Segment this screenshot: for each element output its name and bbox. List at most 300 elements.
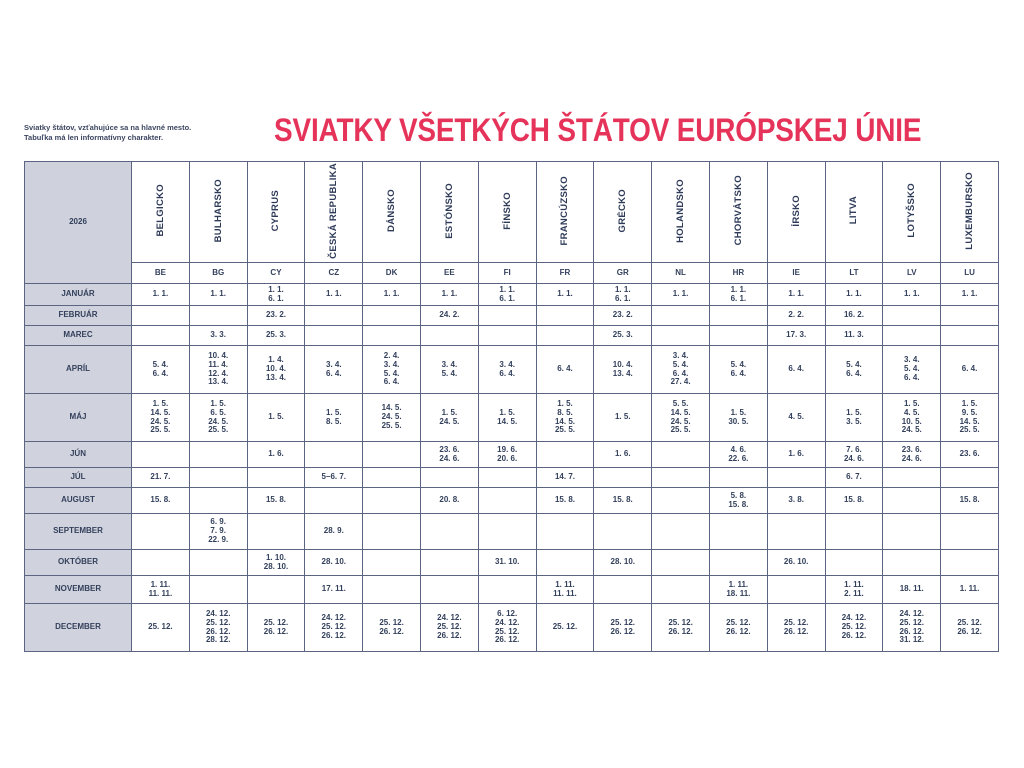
holiday-date: 6. 1.: [614, 293, 631, 303]
holiday-date: 15. 8.: [728, 499, 749, 509]
holiday-date: 26. 10.: [783, 557, 809, 567]
holiday-cell: [883, 514, 941, 550]
holiday-date: 25. 12.: [148, 622, 173, 632]
holiday-cell: [478, 488, 536, 514]
holiday-cell: [132, 488, 190, 514]
holiday-date: 8. 5.: [326, 416, 342, 426]
holiday-cell: [941, 488, 999, 514]
country-name: CHORVÁTSKO: [732, 175, 744, 246]
holiday-cell: [652, 284, 710, 306]
holiday-cell: [363, 468, 421, 488]
holiday-date: 11. 4.: [208, 359, 228, 369]
holiday-date: 23. 6.: [901, 444, 922, 454]
holiday-date: 5. 4.: [672, 359, 689, 369]
country-name-header: [189, 162, 247, 263]
holiday-cell: [247, 514, 305, 550]
holiday-cell: [883, 468, 941, 488]
holiday-cell: [767, 326, 825, 346]
holiday-cell: [709, 576, 767, 604]
holiday-cell: [652, 306, 710, 326]
holiday-date: 26. 12.: [899, 626, 924, 636]
holiday-date: 24. 6.: [901, 453, 922, 463]
holiday-date: 24. 12.: [494, 617, 520, 627]
holiday-date: 6. 4.: [730, 368, 747, 378]
country-name: ESTÓNSKO: [443, 182, 455, 239]
country-name-header: [709, 162, 767, 263]
holiday-cell: [305, 514, 363, 550]
holiday-date: 7. 6.: [846, 444, 862, 454]
holiday-date: 17. 3.: [786, 330, 807, 340]
country-name: LUXEMBURSKO: [964, 171, 976, 250]
holiday-date: 1. 6.: [614, 449, 631, 459]
holiday-date: 24. 5.: [901, 425, 922, 435]
holiday-cell: [189, 346, 247, 394]
holiday-cell: [132, 514, 190, 550]
holiday-cell: [941, 442, 999, 468]
holiday-date: 28. 10.: [610, 557, 635, 567]
holiday-date: 1. 1.: [961, 289, 978, 299]
holiday-cell: [709, 514, 767, 550]
holiday-cell: [594, 442, 652, 468]
holiday-cell: [478, 576, 536, 604]
holiday-cell: [594, 604, 652, 652]
holiday-cell: [478, 346, 536, 394]
country-name: LITVA: [848, 196, 860, 225]
holiday-cell: [305, 284, 363, 306]
holiday-cell: [305, 394, 363, 442]
holiday-date: 9. 5.: [961, 407, 978, 417]
holiday-date: 6. 1.: [730, 293, 747, 303]
holiday-cell: [247, 468, 305, 488]
holiday-cell: [132, 306, 190, 326]
holiday-cell: [883, 488, 941, 514]
holiday-cell: [189, 550, 247, 576]
holiday-cell: [594, 306, 652, 326]
holiday-cell: [825, 604, 883, 652]
holiday-date: 14. 5.: [670, 407, 691, 417]
holiday-date: 25. 3.: [265, 330, 286, 340]
holiday-cell: [305, 326, 363, 346]
country-name: HOLANDSKO: [675, 178, 687, 243]
holiday-cell: [420, 514, 478, 550]
holiday-date: 1. 1.: [383, 289, 400, 299]
holiday-cell: [709, 394, 767, 442]
holiday-cell: [652, 326, 710, 346]
holiday-date: 26. 12.: [783, 626, 809, 636]
holiday-cell: [189, 576, 247, 604]
holiday-cell: [594, 284, 652, 306]
holiday-cell: [478, 306, 536, 326]
holiday-date: 23. 2.: [265, 310, 286, 320]
holiday-date: 11. 11.: [148, 588, 173, 598]
holiday-cell: [594, 326, 652, 346]
holiday-date: 25. 5.: [959, 425, 980, 435]
holiday-cell: [536, 442, 594, 468]
holiday-date: 15. 8.: [265, 495, 286, 505]
holiday-cell: [709, 306, 767, 326]
holiday-date: 25. 12.: [668, 617, 693, 627]
holiday-date: 7. 9.: [210, 526, 226, 536]
country-code: DK: [363, 263, 421, 284]
holiday-date: 27. 4.: [670, 377, 691, 387]
holiday-date: 1. 1.: [614, 284, 631, 294]
holiday-date: 26. 12.: [726, 626, 751, 636]
month-row: [25, 550, 999, 576]
holiday-cell: [825, 488, 883, 514]
holiday-date: 26. 12.: [263, 626, 289, 636]
holiday-date: 13. 4.: [208, 377, 229, 387]
holiday-cell: [652, 576, 710, 604]
country-code: GR: [594, 263, 652, 284]
holiday-date: 5. 4.: [730, 359, 747, 369]
holiday-cell: [363, 284, 421, 306]
holiday-date: 25. 12.: [899, 617, 924, 627]
holiday-date: 14. 5.: [497, 416, 518, 426]
holiday-date: 6. 4.: [788, 364, 804, 374]
holiday-cell: [363, 326, 421, 346]
holiday-cell: [594, 346, 652, 394]
holiday-date: 10. 4.: [208, 350, 229, 360]
holiday-date: 6. 1.: [268, 293, 284, 303]
holiday-cell: [363, 604, 421, 652]
holiday-table: [24, 161, 999, 652]
holiday-cell: [420, 326, 478, 346]
holiday-cell: [767, 576, 825, 604]
country-name-header: [767, 162, 825, 263]
holiday-cell: [305, 468, 363, 488]
holiday-cell: [883, 550, 941, 576]
holiday-date: 14. 5.: [554, 416, 575, 426]
holiday-date: 15. 8.: [959, 495, 980, 505]
holiday-date: 25. 12.: [437, 622, 462, 632]
holiday-cell: [189, 468, 247, 488]
holiday-date: 26. 12.: [957, 626, 982, 636]
month-label: SEPTEMBER: [25, 514, 132, 550]
holiday-date: 25. 12.: [726, 617, 751, 627]
holiday-date: 6. 4.: [903, 372, 920, 382]
month-row: [25, 442, 999, 468]
holiday-date: 25. 12.: [379, 617, 404, 627]
holiday-date: 28. 10.: [321, 557, 347, 567]
holiday-cell: [767, 514, 825, 550]
holiday-date: 8. 5.: [557, 407, 573, 417]
holiday-cell: [132, 576, 190, 604]
holiday-cell: [941, 576, 999, 604]
holiday-cell: [247, 604, 305, 652]
holiday-date: 14. 7.: [554, 472, 575, 482]
country-code: FR: [536, 263, 594, 284]
holiday-date: 1. 1.: [557, 289, 573, 299]
holiday-date: 24. 5.: [381, 412, 402, 422]
holiday-date: 26. 12.: [610, 626, 635, 636]
holiday-date: 28. 10.: [263, 561, 289, 571]
month-label: JÚL: [25, 468, 132, 488]
holiday-date: 1. 5.: [441, 407, 458, 417]
holiday-date: 1. 5.: [499, 407, 515, 417]
holiday-date: 1. 5.: [614, 412, 631, 422]
holiday-cell: [883, 394, 941, 442]
holiday-date: 1. 10.: [265, 552, 286, 562]
holiday-cell: [767, 468, 825, 488]
holiday-cell: [420, 394, 478, 442]
holiday-cell: [941, 604, 999, 652]
holiday-cell: [941, 346, 999, 394]
holiday-cell: [305, 550, 363, 576]
country-name: ÍRSKO: [790, 194, 802, 227]
holiday-cell: [189, 284, 247, 306]
holiday-cell: [420, 306, 478, 326]
holiday-cell: [825, 326, 883, 346]
holiday-date: 1. 1.: [846, 289, 862, 299]
holiday-date: 26. 12.: [494, 635, 520, 645]
holiday-date: 24. 5.: [670, 416, 691, 426]
holiday-cell: [652, 346, 710, 394]
holiday-date: 1. 5.: [903, 398, 920, 408]
country-code: IE: [767, 263, 825, 284]
holiday-date: 6. 12.: [497, 608, 518, 618]
month-label: APRÍL: [25, 346, 132, 394]
holiday-date: 13. 4.: [265, 372, 286, 382]
holiday-date: 3. 4.: [672, 350, 689, 360]
holiday-date: 25. 12.: [957, 617, 982, 627]
holiday-date: 22. 9.: [208, 534, 229, 544]
holiday-date: 2. 11.: [844, 588, 864, 598]
holiday-cell: [363, 514, 421, 550]
holiday-date: 24. 2.: [439, 310, 460, 320]
holiday-date: 1. 1.: [730, 284, 747, 294]
holiday-cell: [883, 442, 941, 468]
holiday-cell: [652, 604, 710, 652]
holiday-date: 26. 12.: [379, 626, 404, 636]
month-row: [25, 468, 999, 488]
month-row: [25, 326, 999, 346]
holiday-cell: [767, 442, 825, 468]
holiday-date: 1. 5.: [268, 412, 284, 422]
holiday-date: 6. 4.: [672, 368, 689, 378]
holiday-cell: [941, 326, 999, 346]
holiday-cell: [941, 284, 999, 306]
holiday-date: 26. 12.: [321, 630, 347, 640]
holiday-cell: [305, 346, 363, 394]
holiday-cell: [536, 468, 594, 488]
holiday-date: 13. 4.: [612, 368, 633, 378]
holiday-date: 6. 4.: [383, 377, 400, 387]
holiday-date: 1. 1.: [326, 289, 342, 299]
country-code: CY: [247, 263, 305, 284]
holiday-date: 1. 11.: [555, 579, 575, 589]
holiday-date: 2. 2.: [788, 310, 804, 320]
holiday-cell: [767, 550, 825, 576]
country-name: LOTYŠSKO: [906, 183, 918, 238]
holiday-cell: [709, 442, 767, 468]
holiday-cell: [189, 604, 247, 652]
country-name-header: [247, 162, 305, 263]
holiday-date: 6. 4.: [326, 368, 342, 378]
holiday-date: 23. 6.: [959, 449, 980, 459]
holiday-cell: [132, 550, 190, 576]
holiday-cell: [189, 394, 247, 442]
holiday-date: 24. 12.: [321, 613, 347, 623]
holiday-date: 10. 5.: [901, 416, 922, 426]
holiday-cell: [941, 468, 999, 488]
holiday-cell: [536, 326, 594, 346]
holiday-date: 24. 5.: [208, 416, 229, 426]
holiday-date: 24. 5.: [439, 416, 460, 426]
holiday-date: 24. 5.: [150, 416, 171, 426]
country-name: ČESKÁ REPUBLIKA: [328, 162, 340, 259]
holiday-cell: [709, 326, 767, 346]
holiday-date: 3. 4.: [326, 359, 342, 369]
holiday-cell: [652, 442, 710, 468]
month-label: JANUÁR: [25, 284, 132, 306]
holiday-cell: [594, 514, 652, 550]
country-name-header: [363, 162, 421, 263]
month-label: OKTÓBER: [25, 550, 132, 576]
holiday-cell: [825, 550, 883, 576]
holiday-cell: [652, 514, 710, 550]
info-note-line: Tabuľka má len informatívny charakter.: [24, 133, 164, 142]
holiday-date: 3. 4.: [441, 359, 458, 369]
year-label: 2026: [25, 162, 132, 284]
holiday-cell: [709, 488, 767, 514]
holiday-date: 25. 12.: [263, 617, 289, 627]
country-name-header: [478, 162, 536, 263]
holiday-cell: [247, 576, 305, 604]
holiday-cell: [652, 488, 710, 514]
holiday-cell: [478, 326, 536, 346]
holiday-date: 1. 5.: [846, 407, 862, 417]
holiday-cell: [420, 488, 478, 514]
holiday-date: 20. 8.: [439, 495, 460, 505]
holiday-date: 15. 8.: [843, 495, 864, 505]
holiday-date: 28. 9.: [323, 526, 344, 536]
holiday-date: 1. 5.: [210, 398, 226, 408]
holiday-cell: [420, 442, 478, 468]
holiday-date: 24. 12.: [205, 608, 231, 618]
month-row: [25, 514, 999, 550]
country-name-header: [883, 162, 941, 263]
holiday-cell: [305, 488, 363, 514]
month-label: DECEMBER: [25, 604, 132, 652]
holiday-date: 28. 12.: [205, 635, 231, 645]
country-code: LV: [883, 263, 941, 284]
holiday-cell: [247, 284, 305, 306]
holiday-date: 1. 1.: [903, 289, 920, 299]
holiday-date: 23. 6.: [439, 444, 460, 454]
holiday-date: 25. 5.: [670, 425, 691, 435]
country-name: BELGICKO: [154, 184, 166, 237]
holiday-date: 1. 5.: [326, 407, 342, 417]
holiday-date: 24. 6.: [843, 453, 864, 463]
country-code: BE: [132, 263, 190, 284]
holiday-date: 31. 12.: [899, 635, 924, 645]
country-name-header: [594, 162, 652, 263]
holiday-cell: [941, 394, 999, 442]
holiday-date: 26. 12.: [205, 626, 231, 636]
holiday-cell: [132, 326, 190, 346]
holiday-date: 25. 12.: [205, 617, 231, 627]
holiday-cell: [536, 284, 594, 306]
month-row: [25, 604, 999, 652]
country-name-row: [25, 162, 999, 263]
holiday-date: 6. 4.: [557, 364, 573, 374]
holiday-cell: [825, 394, 883, 442]
holiday-cell: [420, 468, 478, 488]
holiday-cell: [767, 346, 825, 394]
holiday-date: 1. 1.: [152, 289, 169, 299]
holiday-date: 15. 8.: [612, 495, 633, 505]
holiday-date: 15. 8.: [150, 495, 171, 505]
holiday-cell: [420, 576, 478, 604]
holiday-cell: [189, 442, 247, 468]
holiday-cell: [594, 468, 652, 488]
holiday-cell: [189, 488, 247, 514]
holiday-cell: [420, 550, 478, 576]
holiday-date: 25. 5.: [554, 425, 575, 435]
holiday-date: 25. 12.: [783, 617, 809, 627]
holiday-cell: [941, 550, 999, 576]
holiday-date: 1. 5.: [152, 398, 169, 408]
holiday-cell: [709, 604, 767, 652]
holiday-cell: [536, 346, 594, 394]
holiday-date: 25. 12.: [494, 626, 520, 636]
holiday-date: 11. 11.: [553, 588, 577, 598]
holiday-date: 1. 5.: [961, 398, 978, 408]
holiday-cell: [594, 576, 652, 604]
month-row: [25, 306, 999, 326]
country-name-header: [305, 162, 363, 263]
holiday-cell: [883, 346, 941, 394]
holiday-date: 19. 6.: [497, 444, 518, 454]
holiday-date: 6. 4.: [961, 364, 978, 374]
holiday-cell: [305, 576, 363, 604]
holiday-date: 23. 2.: [612, 310, 633, 320]
holiday-date: 20. 6.: [497, 453, 518, 463]
holiday-cell: [594, 488, 652, 514]
country-code: BG: [189, 263, 247, 284]
holiday-date: 25. 12.: [552, 622, 578, 632]
holiday-date: 3. 4.: [903, 355, 920, 365]
country-name: GRÉCKO: [617, 188, 629, 233]
holiday-date: 11. 3.: [844, 330, 864, 340]
holiday-cell: [132, 346, 190, 394]
holiday-date: 24. 12.: [841, 613, 867, 623]
holiday-date: 6. 1.: [499, 293, 515, 303]
holiday-cell: [305, 306, 363, 326]
holiday-date: 4. 6.: [730, 444, 747, 454]
holiday-cell: [825, 442, 883, 468]
holiday-cell: [536, 576, 594, 604]
holiday-date: 26. 12.: [841, 630, 867, 640]
holiday-date: 15. 8.: [554, 495, 575, 505]
holiday-date: 30. 5.: [728, 416, 749, 426]
holiday-cell: [478, 468, 536, 488]
holiday-date: 3. 5.: [846, 416, 862, 426]
holiday-cell: [825, 514, 883, 550]
holiday-cell: [536, 550, 594, 576]
holiday-cell: [709, 468, 767, 488]
holiday-date: 14. 5.: [381, 403, 402, 413]
country-code: NL: [652, 263, 710, 284]
holiday-cell: [247, 442, 305, 468]
holiday-date: 2. 4.: [383, 350, 400, 360]
holiday-date: 5. 4.: [846, 359, 862, 369]
holiday-cell: [132, 442, 190, 468]
month-label: FEBRUÁR: [25, 306, 132, 326]
country-name-header: [825, 162, 883, 263]
month-label: MAREC: [25, 326, 132, 346]
holiday-date: 1. 5.: [730, 407, 747, 417]
